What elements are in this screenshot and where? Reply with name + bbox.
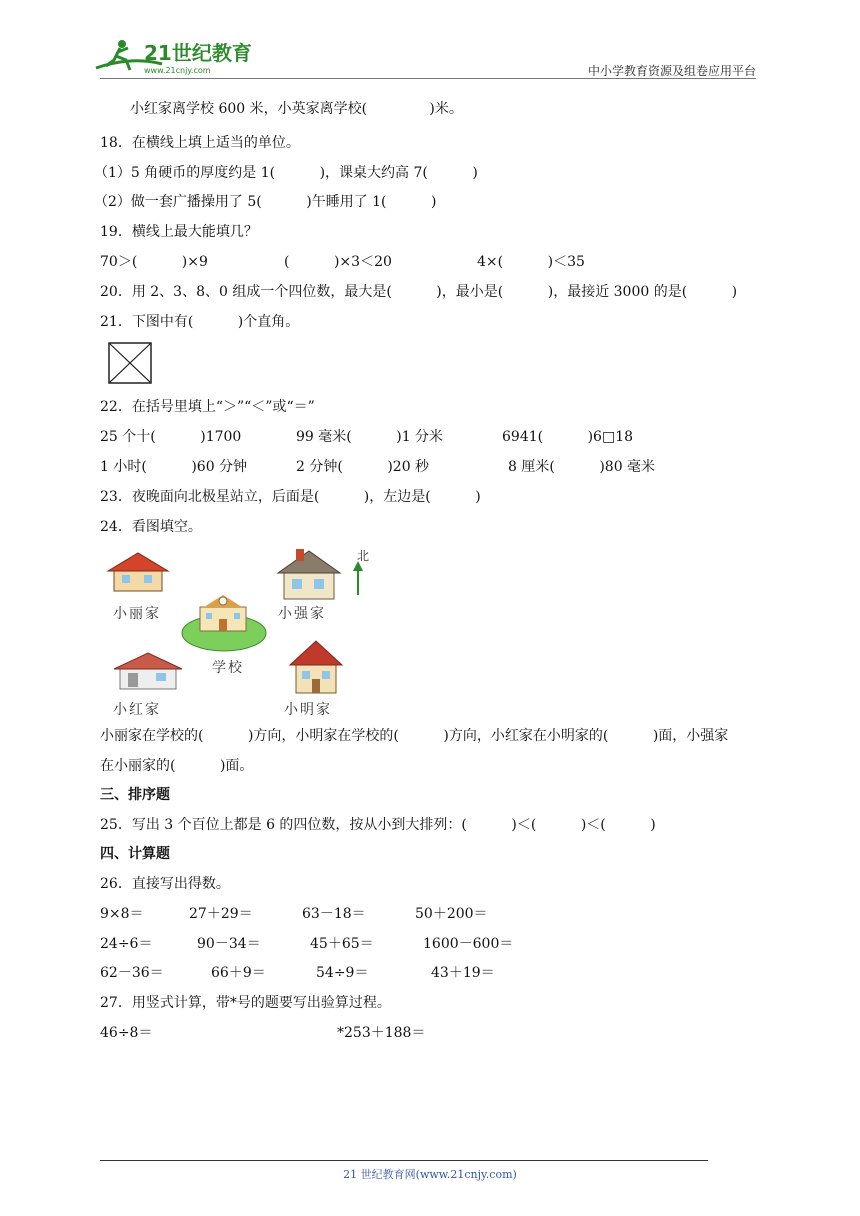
logo-url: www.21cnjy.com — [144, 66, 211, 75]
header-divider — [100, 78, 756, 79]
q27-title: 27．用竖式计算，带*号的题要写出验算过程。 — [100, 995, 391, 1011]
q18-part1: （1）5 角硬币的厚度约是 1( )，课桌大约高 7( ) — [94, 165, 478, 181]
q22-r2-c1: 1 小时( )60 分钟 — [100, 459, 248, 475]
xiaohong-label: 小红家 — [113, 702, 161, 718]
q18-title: 18．在横线上填上适当的单位。 — [100, 135, 300, 151]
q19-item-3: 4×( )＜35 — [477, 254, 585, 270]
xiaoli-house-icon — [108, 553, 168, 591]
xiaohong-house-icon — [114, 653, 182, 689]
q26-r3-c4: 43＋19＝ — [431, 965, 495, 981]
footer-divider — [100, 1160, 708, 1161]
school-label: 学校 — [212, 660, 244, 676]
q19-item-2: ( )×3＜20 — [284, 254, 392, 270]
q26-r2-c3: 45＋65＝ — [310, 936, 374, 952]
q27-item-1: 46÷8＝ — [100, 1025, 153, 1041]
school-building-icon — [182, 595, 266, 651]
xiaoming-house-icon — [290, 641, 342, 693]
q26-r2-c4: 1600－600＝ — [423, 936, 514, 952]
q22-r1-c1: 25 个十( )1700 — [100, 429, 242, 445]
q22-r2-c3: 8 厘米( )80 毫米 — [508, 459, 656, 475]
section-3-heading: 三、排序题 — [100, 787, 170, 803]
q24-answer-line2: 在小丽家的( )面。 — [100, 758, 254, 774]
q19-title: 19．横线上最大能填几？ — [100, 224, 258, 240]
q26-r3-c2: 66＋9＝ — [211, 965, 266, 981]
square-with-diagonals-figure — [108, 342, 152, 384]
q26-r1-c4: 50＋200＝ — [415, 906, 488, 922]
footer-link[interactable]: 21 世纪教育网(www.21cnjy.com) — [343, 1168, 517, 1181]
q24-title: 24．看图填空。 — [100, 519, 202, 535]
q25-text: 25．写出 3 个百位上都是 6 的四位数，按从小到大排列：( )＜( )＜( ) — [100, 817, 656, 833]
xiaoqiang-house-icon — [278, 549, 340, 599]
site-logo — [92, 34, 262, 78]
q26-r2-c2: 90－34＝ — [197, 936, 261, 952]
xiaoming-label: 小明家 — [284, 702, 332, 718]
platform-name: 中小学教育资源及组卷应用平台 — [587, 64, 756, 78]
q22-r2-c2: 2 分钟( )20 秒 — [296, 459, 430, 475]
q26-r3-c1: 62－36＝ — [100, 965, 164, 981]
section-4-heading: 四、计算题 — [100, 846, 170, 862]
q21-text: 21．下图中有( )个直角。 — [100, 314, 300, 330]
q19-item-1: 70＞( )×9 — [100, 254, 208, 270]
xiaoli-label: 小丽家 — [113, 606, 161, 622]
q23-text: 23．夜晚面向北极星站立，后面是( )，左边是( ) — [100, 489, 481, 505]
north-label: 北 — [357, 549, 370, 563]
q22-title: 22．在括号里填上“＞”“＜”或“＝” — [100, 399, 315, 415]
logo-text: 21世纪教育 — [144, 41, 252, 65]
q22-r1-c3: 6941( )6□18 — [502, 429, 634, 445]
q26-r3-c3: 54÷9＝ — [316, 965, 369, 981]
q26-r1-c1: 9×8＝ — [100, 906, 144, 922]
q26-title: 26．直接写出得数。 — [100, 876, 230, 892]
q26-r1-c3: 63－18＝ — [302, 906, 366, 922]
q22-r1-c2: 99 毫米( )1 分米 — [296, 429, 444, 445]
q20-text: 20．用 2、3、8、0 组成一个四位数，最大是( )，最小是( )，最接近 3000 的是( ) — [100, 284, 738, 300]
q18-part2: （2）做一套广播操用了 5( )午睡用了 1( ) — [94, 194, 437, 210]
xiaoqiang-label: 小强家 — [278, 606, 326, 622]
q26-r1-c2: 27＋29＝ — [189, 906, 253, 922]
q24-answer-line1: 小丽家在学校的( )方向，小明家在学校的( )方向，小红家在小明家的( )面，小强家 — [100, 728, 729, 744]
q26-r2-c1: 24÷6＝ — [100, 936, 153, 952]
q27-item-2: *253＋188＝ — [337, 1025, 426, 1041]
map-picture — [100, 545, 380, 725]
q17-line: 小红家离学校 600 米，小英家离学校( )米。 — [130, 101, 463, 117]
